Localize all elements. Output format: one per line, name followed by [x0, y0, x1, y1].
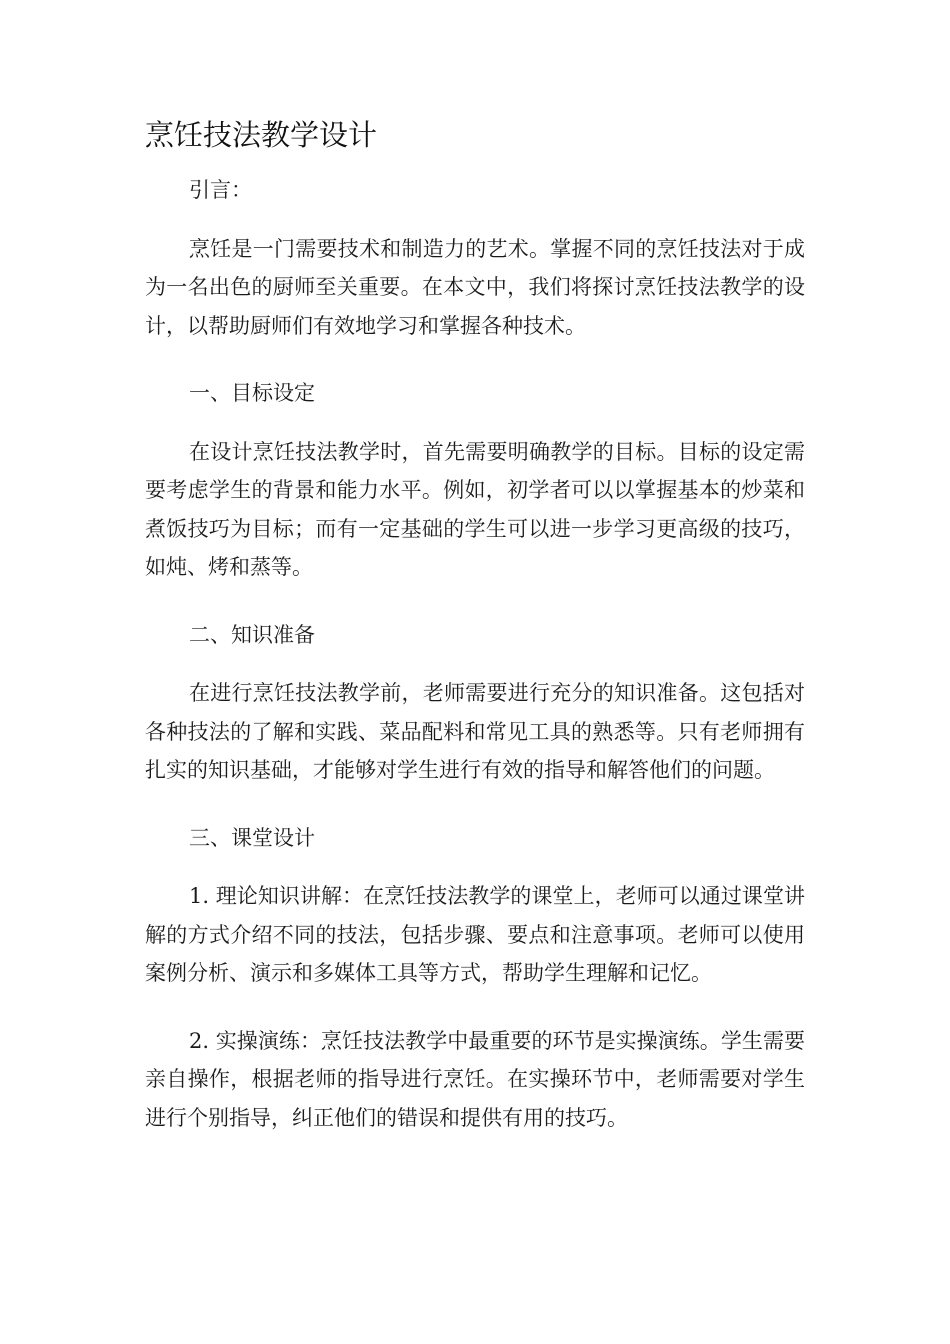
list-item: 2. 实操演练：烹饪技法教学中最重要的环节是实操演练。学生需要亲自操作，根据老师的指导进行烹饪。在实操环节中，老师需要对学生进行个别指导，纠正他们的错误和提供有用的技巧。 [145, 1028, 805, 1130]
document-body [145, 171, 805, 1137]
intro-heading: 引言： [189, 178, 252, 202]
section-paragraph-knowledge: 在进行烹饪技法教学前，老师需要进行充分的知识准备。这包括对各种技法的了解和实践、菜品配料和常见工具的熟悉等。只有老师拥有扎实的知识基础，才能够对学生进行有效的指导和解答他们的问题。 [145, 681, 805, 782]
section-heading-goals: 一、目标设定 [189, 381, 315, 405]
section-paragraph-goals: 在设计烹饪技法教学时，首先需要明确教学的目标。目标的设定需要考虑学生的背景和能力水平。例如，初学者可以以掌握基本的炒菜和煮饭技巧为目标；而有一定基础的学生可以进一步学习更高级的技巧，如炖、烤和蒸等。 [145, 439, 805, 579]
document-title: 烹饪技法教学设计 [145, 118, 378, 152]
section-heading-classroom: 三、课堂设计 [189, 825, 315, 850]
intro-paragraph: 烹饪是一门需要技术和制造力的艺术。掌握不同的烹饪技法对于成为一名出色的厨师至关重要。在本文中，我们将探讨烹饪技法教学的设计，以帮助厨师们有效地学习和掌握各种技术。 [145, 236, 805, 338]
list-item: 1. 理论知识讲解：在烹饪技法教学的课堂上，老师可以通过课堂讲解的方式介绍不同的技法，包括步骤、要点和注意事项。老师可以使用案例分析、演示和多媒体工具等方式，帮助学生理解和记忆。 [145, 884, 805, 985]
section-heading-knowledge: 二、知识准备 [189, 622, 315, 647]
